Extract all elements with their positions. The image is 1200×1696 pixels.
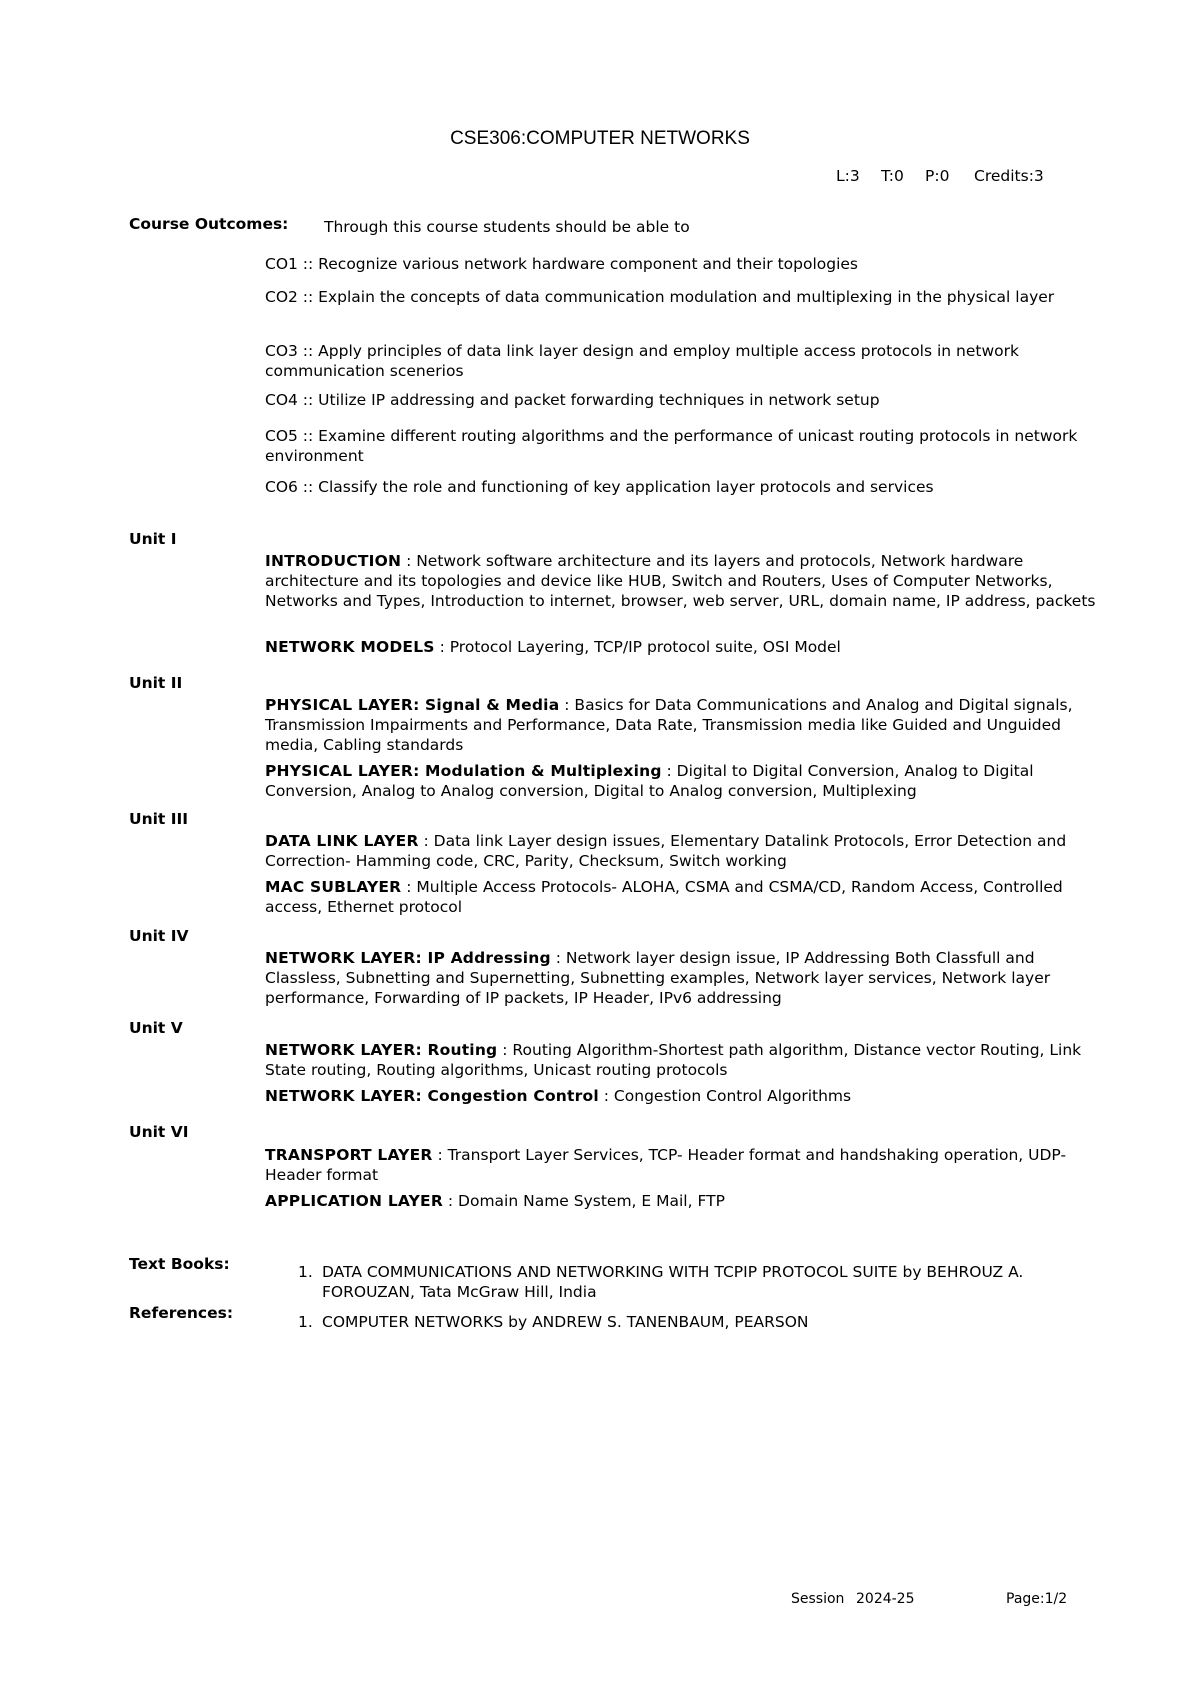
- unit-topic: [265, 1145, 1105, 1185]
- topic-text: : Basics for Data Communications and Analog and Digital signals, Transmission Impairments and Performance, Data Rate, Transmission media like Guided and Unguided media, Cabling standards: [265, 696, 1073, 754]
- session-value: 2024-25: [856, 1591, 915, 1607]
- topic-heading: NETWORK LAYER: Congestion Control: [265, 1087, 599, 1105]
- list-number: 1.: [298, 1313, 313, 1331]
- topic-text: : Congestion Control Algorithms: [598, 1087, 852, 1105]
- topic-text: : Protocol Layering, TCP/IP protocol suite, OSI Model: [434, 638, 841, 656]
- unit-label: Unit III: [129, 810, 189, 828]
- topic-heading: NETWORK LAYER: Routing: [265, 1041, 498, 1059]
- topic-heading: DATA LINK LAYER: [265, 832, 419, 850]
- topic-heading: MAC SUBLAYER: [265, 878, 402, 896]
- topic-text: : Digital to Digital Conversion, Analog to Digital Conversion, Analog to Analog conversion, Digital to Analog conversion, Multiplexing: [265, 762, 1034, 800]
- session-label: Session: [791, 1591, 845, 1607]
- unit-topic: [265, 761, 1105, 801]
- topic-text: : Network software architecture and its layers and protocols, Network hardware architecture and its topologies and device like HUB, Switch and Routers, Uses of Computer Networks, Networks and Types, Introduction to internet, browser, web server, URL, domain name, IP address, packets: [265, 552, 1096, 610]
- topic-heading: PHYSICAL LAYER: Modulation & Multiplexing: [265, 762, 662, 780]
- course-title: CSE306:COMPUTER NETWORKS: [450, 128, 750, 149]
- topic-text: : Multiple Access Protocols- ALOHA, CSMA and CSMA/CD, Random Access, Controlled access, Ethernet protocol: [265, 878, 1063, 916]
- reference-item: [298, 1312, 1098, 1332]
- unit-topic: [265, 1040, 1105, 1080]
- unit-topic: [265, 948, 1105, 1008]
- references-label: References:: [129, 1304, 234, 1322]
- page-number: Page:1/2: [1006, 1591, 1068, 1607]
- topic-heading: APPLICATION LAYER: [265, 1192, 443, 1210]
- text-books-label: Text Books:: [129, 1255, 230, 1273]
- topic-heading: NETWORK MODELS: [265, 638, 435, 656]
- course-outcome-item: CO4 :: Utilize IP addressing and packet forwarding techniques in network setup: [265, 391, 880, 409]
- lecture-hours: L:3: [836, 167, 860, 185]
- course-outcomes-label: Course Outcomes:: [129, 215, 289, 233]
- list-number: 1.: [298, 1263, 313, 1281]
- unit-label: Unit IV: [129, 927, 189, 945]
- text-book-citation: DATA COMMUNICATIONS AND NETWORKING WITH TCPIP PROTOCOL SUITE by BEHROUZ A. FOROUZAN, Tata McGraw Hill, India: [322, 1263, 1024, 1301]
- topic-text: : Transport Layer Services, TCP- Header format and handshaking operation, UDP- Header format: [265, 1146, 1067, 1184]
- unit-topic: [265, 551, 1105, 611]
- topic-text: : Domain Name System, E Mail, FTP: [442, 1192, 725, 1210]
- unit-topic: [265, 1086, 1105, 1106]
- reference-citation: COMPUTER NETWORKS by ANDREW S. TANENBAUM, PEARSON: [322, 1313, 809, 1331]
- unit-label: Unit I: [129, 530, 177, 548]
- course-outcome-item: CO1 :: Recognize various network hardware component and their topologies: [265, 255, 859, 273]
- unit-topic: [265, 877, 1105, 917]
- topic-text: : Network layer design issue, IP Addressing Both Classfull and Classless, Subnetting and Supernetting, Subnetting examples, Network layer services, Network layer performance, Forwarding of IP packets, IP Header, IPv6 addressing: [265, 949, 1051, 1007]
- topic-heading: INTRODUCTION: [265, 552, 402, 570]
- tutorial-hours: T:0: [881, 167, 904, 185]
- topic-heading: NETWORK LAYER: IP Addressing: [265, 949, 551, 967]
- unit-topic: [265, 1191, 1105, 1211]
- unit-label: Unit V: [129, 1019, 183, 1037]
- topic-heading: PHYSICAL LAYER: Signal & Media: [265, 696, 560, 714]
- unit-label: Unit II: [129, 674, 183, 692]
- course-outcome-item: CO2 :: Explain the concepts of data communication modulation and multiplexing in the physical layer: [265, 288, 1055, 306]
- unit-topic: [265, 637, 1105, 657]
- course-outcome-item: CO3 :: Apply principles of data link layer design and employ multiple access protocols in network communication scenerios: [265, 342, 1019, 380]
- course-outcome-item: CO5 :: Examine different routing algorithms and the performance of unicast routing protocols in network environment: [265, 427, 1078, 465]
- text-book-item: [298, 1262, 1098, 1302]
- topic-heading: TRANSPORT LAYER: [265, 1146, 433, 1164]
- unit-label: Unit VI: [129, 1123, 189, 1141]
- unit-topic: [265, 695, 1105, 755]
- credits: Credits:3: [974, 167, 1044, 185]
- topic-text: : Data link Layer design issues, Elementary Datalink Protocols, Error Detection and Correction- Hamming code, CRC, Parity, Checksum, Switch working: [265, 832, 1067, 870]
- practical-hours: P:0: [925, 167, 950, 185]
- topic-text: : Routing Algorithm-Shortest path algorithm, Distance vector Routing, Link State routing, Routing algorithms, Unicast routing protocols: [265, 1041, 1082, 1079]
- course-outcomes-intro: Through this course students should be able to: [324, 218, 690, 236]
- unit-topic: [265, 831, 1105, 871]
- course-outcome-item: CO6 :: Classify the role and functioning of key application layer protocols and services: [265, 478, 934, 496]
